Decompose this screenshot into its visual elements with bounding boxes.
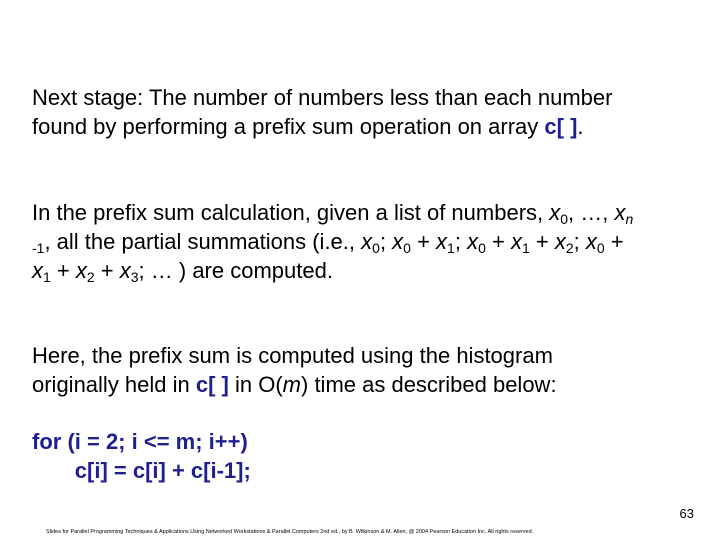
var-x: x [436,229,448,254]
var-x: x [75,258,87,283]
sub-0: 0 [596,240,605,256]
p2-ellipsis: , …, [568,200,615,225]
sub-minus-1: -1 [32,240,45,256]
paragraph-histogram [32,341,702,399]
sub-0: 0 [478,240,486,256]
plus: + [485,229,511,254]
sub-0: 0 [403,240,411,256]
p3-line2-post: ) time as described below: [301,372,557,397]
sub-0: 0 [372,240,380,256]
var-x: x [614,200,626,225]
sub-1: 1 [447,240,455,256]
p1-period: . [577,114,584,139]
slide-footer: Slides for Parallel Programming Techniques & Applications Using Networked Workstations & Parallel Computers 2nd ed., by B. Wilkinson & M. Allen, @ 2004 Pearson Education Inc. All rights reserved. [46,529,534,535]
plus: + [604,229,624,254]
var-m: m [282,372,301,397]
var-x: x [554,229,566,254]
sep: ; [379,229,393,254]
sub-n: n [625,211,634,227]
paragraph-next-stage [32,83,702,141]
code-block [32,427,251,485]
var-x: x [392,229,404,254]
sub-2: 2 [86,269,95,285]
array-c-ref: c[ ] [544,114,578,139]
plus: + [50,258,76,283]
sub-3: 3 [130,269,139,285]
sep: ; [454,229,468,254]
array-c-ref: c[ ] [195,372,229,397]
var-x: x [585,229,597,254]
var-x: x [549,200,561,225]
p1-line2: found by performing a prefix sum operation on array [32,114,545,139]
sub-1: 1 [43,269,51,285]
sub-2: 2 [565,240,574,256]
sub-0: 0 [560,211,569,227]
plus: + [94,258,120,283]
p2-text-a: In the prefix sum calculation, given a list of numbers, [32,200,550,225]
p1-line1: Next stage: The number of numbers less than each number [32,85,613,110]
plus: + [410,229,437,254]
var-x: x [119,258,131,283]
code-line-for: for (i = 2; i <= m; i++) [32,429,248,454]
var-x: x [32,258,43,283]
p2-end: ; … ) are computed. [138,258,333,283]
plus: + [529,229,555,254]
var-x: x [467,229,479,254]
sub-1: 1 [521,240,530,256]
p3-line1: Here, the prefix sum is computed using the histogram [32,343,553,368]
sep: ; [573,229,586,254]
code-line-assign: c[i] = c[i] + c[i-1]; [32,458,251,483]
var-x: x [510,229,522,254]
p3-line2-mid: in O( [228,372,283,397]
p3-line2-pre: originally held in [32,372,196,397]
p2-text-b: , all the partial summations (i.e., [44,229,362,254]
var-x: x [361,229,373,254]
paragraph-prefix-sum-definition [32,198,702,285]
page-number: 63 [679,506,694,521]
